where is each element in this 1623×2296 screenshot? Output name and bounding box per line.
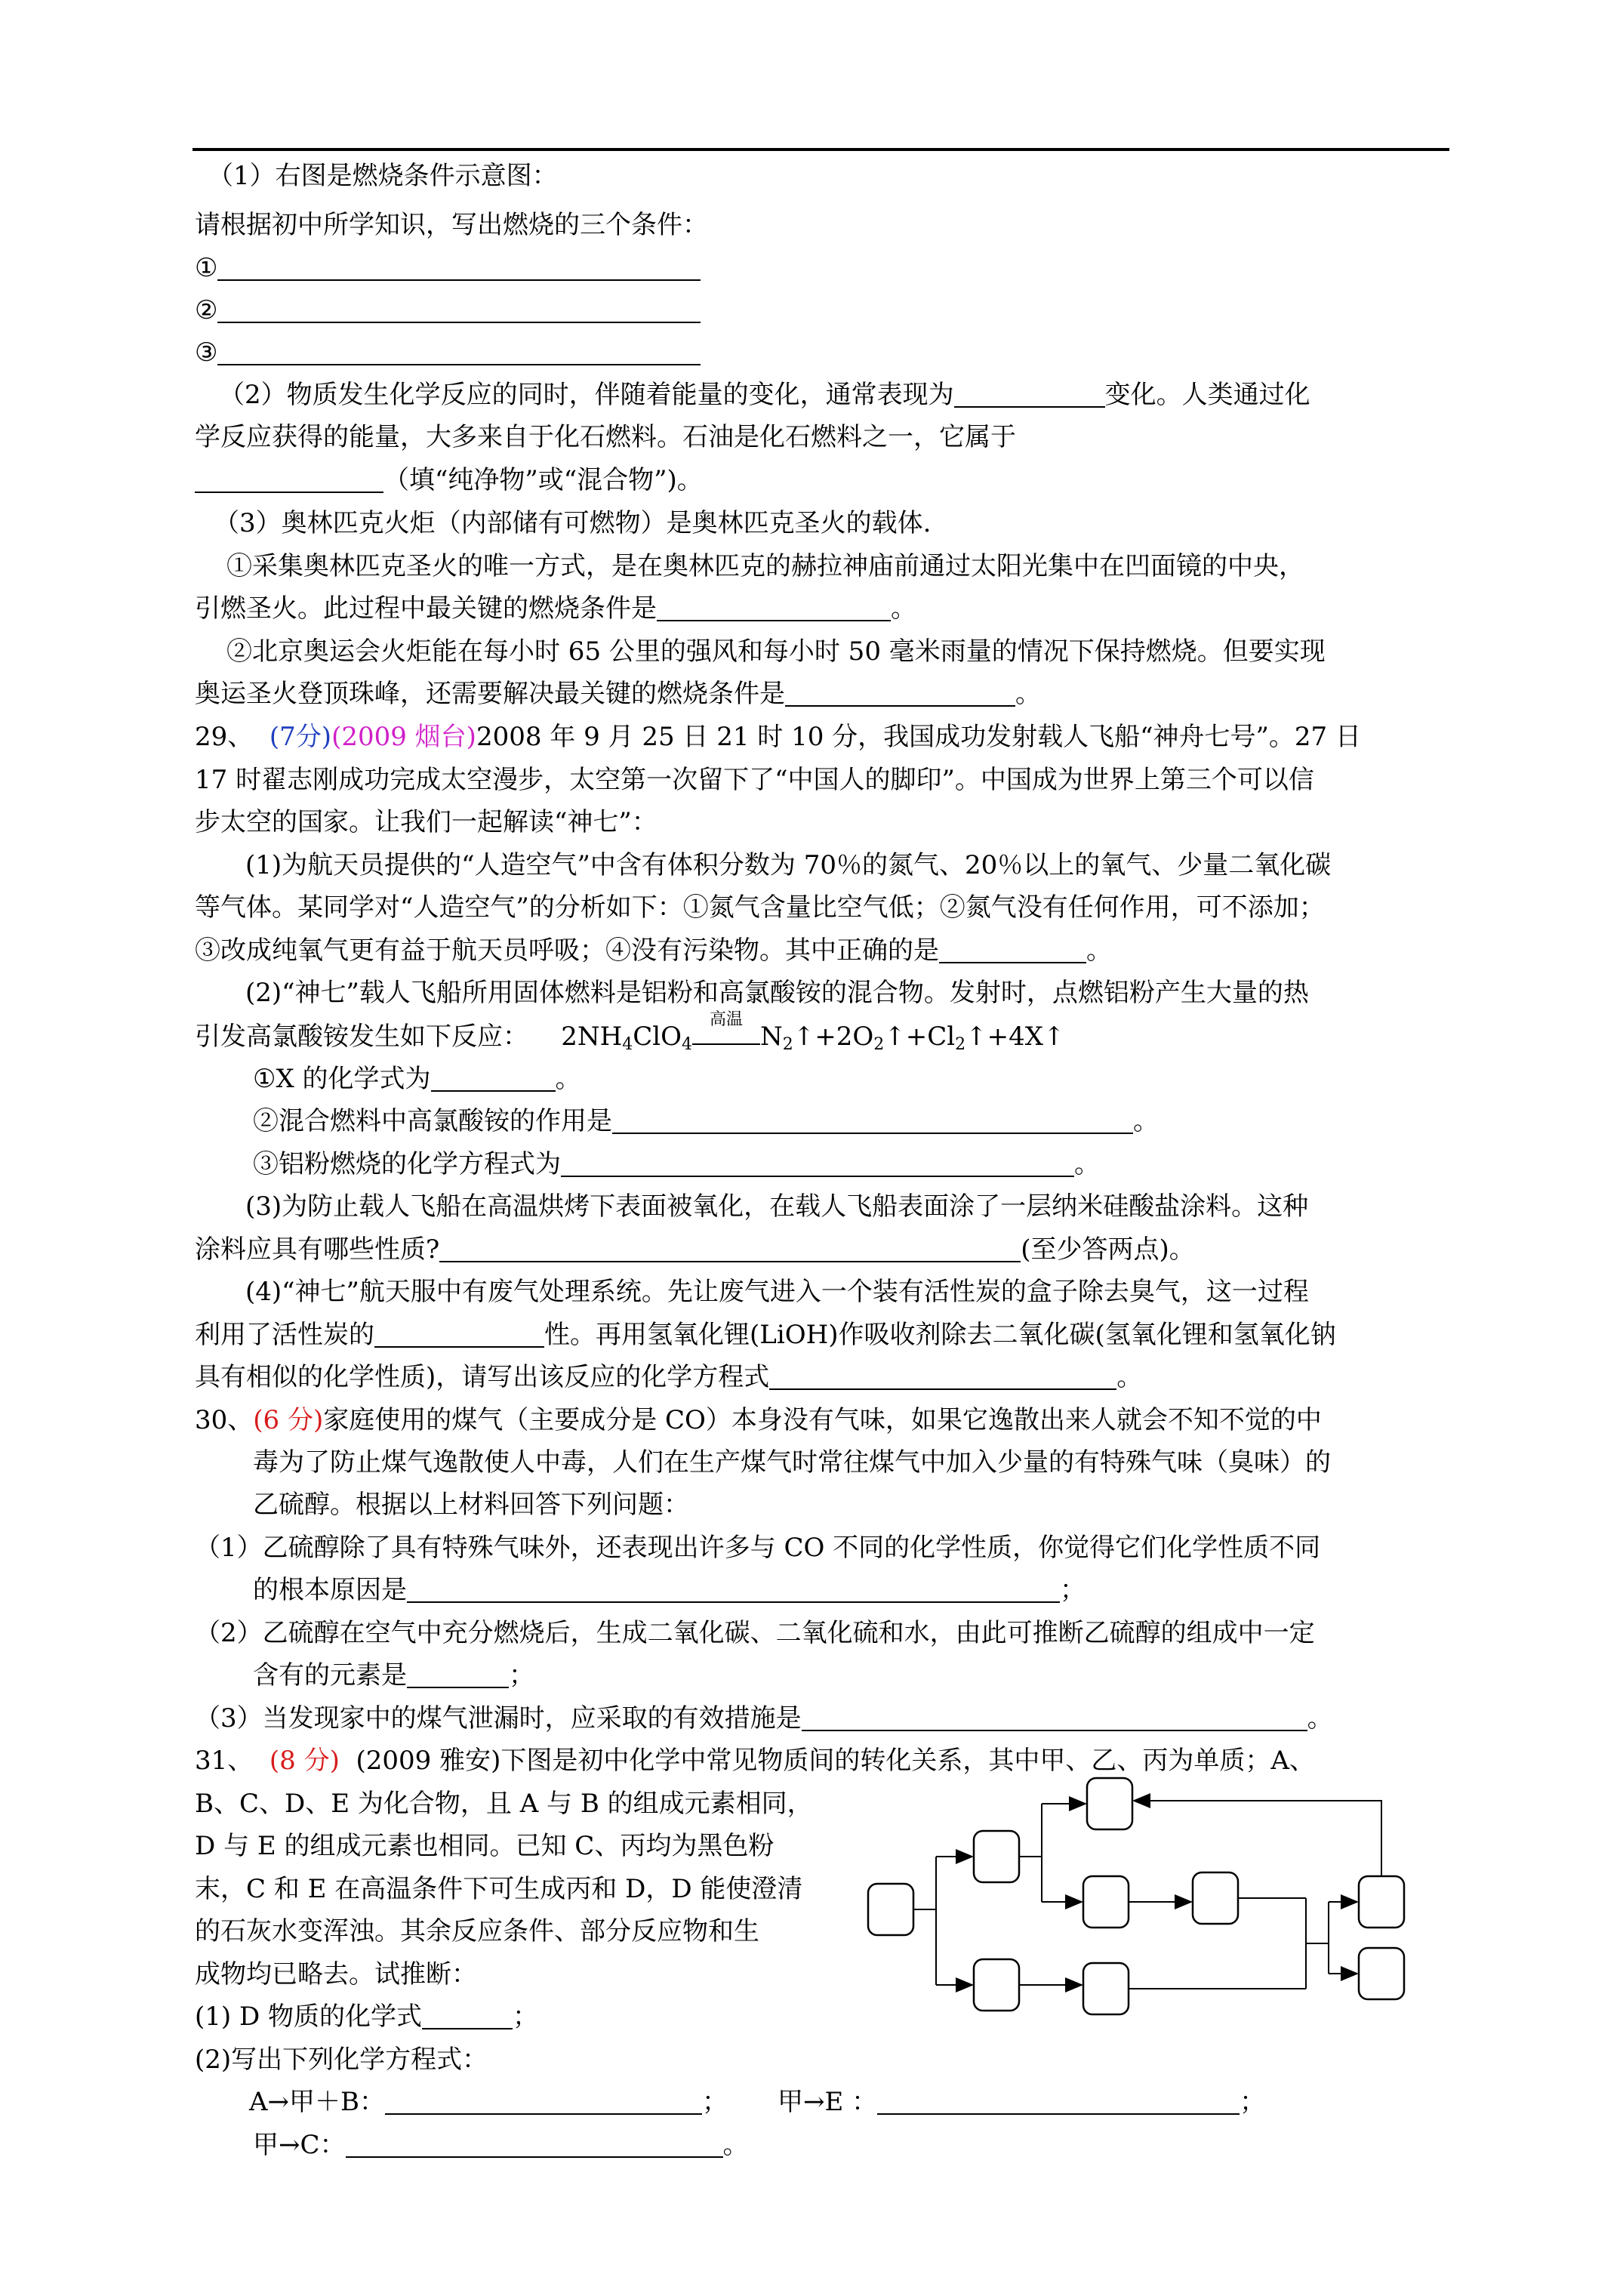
transformation-diagram [861,1767,1457,2023]
node-box [974,1831,1019,1882]
q29-s3: ③铝粉燃烧的化学方程式为 。 [253,1149,1100,1179]
q1-intro: （1）右图是燃烧条件示意图： [208,161,558,191]
q29-line1: 29、 (7分)(2009 烟台)2008 年 9 月 25 日 21 时 10 分，我国成功发射载人飞船“神舟七号”。27 日 [195,722,1361,752]
q31-line1: 31、 (8 分) (2009 雅安)下图是初中化学中常见物质间的转化关系，其中甲、乙、丙为单质；A、 [195,1746,1315,1776]
answer-blank[interactable] [939,938,1086,963]
q29-p4-line2: 利用了活性炭的 性。再用氢氧化锂(LiOH)作吸收剂除去二氧化碳(氢氧化锂和氢氧化钠 [195,1320,1336,1350]
q30-a3: （3）当发现家中的煤气泄漏时，应采取的有效措施是 。 [195,1703,1333,1734]
reaction-equation: $2NH_4ClO_4$ 高温 $N_2↑+2O_2↑+Cl_2↑+4X↑$ [561,1010,1065,1054]
q29-p3-line1: (3)为防止载人飞船在高温烘烤下表面被氧化，在载人飞船表面涂了一层纳米硅酸盐涂料。这种 [245,1191,1309,1222]
answer-blank[interactable] [612,1108,1133,1134]
answer-blank[interactable] [217,297,701,323]
q30-a1-line2: 的根本原因是 ； [253,1575,1086,1605]
q31-e3: 甲→C： 。 [253,2130,749,2160]
answer-blank[interactable] [954,382,1105,408]
node-box [1083,1876,1129,1928]
q31-source: (2009 雅安) [356,1746,501,1776]
q30-line2: 毒为了防止煤气逸散使人中毒，人们在生产煤气时常往煤气中加入少量的有特殊气味（臭味）的 [253,1447,1331,1478]
node-box [1359,1948,1404,1999]
arrow [1134,1801,1381,1876]
node-box [1359,1876,1404,1928]
condition-3: ③ [195,335,701,370]
q31-line6: 成物均已略去。试推断： [195,1959,477,1989]
q29-p1-line1: (1)为航天员提供的“人造空气”中含有体积分数为 70％的氮气、20％以上的氧气、少量二氧化碳 [245,850,1332,880]
condition-1: ① [195,251,701,285]
answer-blank[interactable] [561,1151,1074,1177]
answer-blank[interactable] [385,2089,702,2115]
answer-blank[interactable] [407,1663,509,1688]
q3-1-line2: 引燃圣火。此过程中最关键的燃烧条件是 。 [195,593,916,624]
q2-line1: （2）物质发生化学反应的同时，伴随着能量的变化，通常表现为 变化。人类通过化 [219,380,1310,410]
q31-line3: D 与 E 的组成元素也相同。已知 C、丙均为黑色粉 [195,1831,775,1861]
q31-s2: (2)写出下列化学方程式： [195,2045,488,2075]
answer-blank[interactable] [422,2004,513,2029]
q2-line3: （填“纯净物”或“混合物”)。 [195,463,703,498]
q30-score: (6 分) [253,1405,324,1435]
q31-line5: 的石灰水变浑浊。其余反应条件、部分反应物和生 [195,1916,759,1946]
q31-line2: B、C、D、E 为化合物，且 A 与 B 的组成元素相同， [195,1789,813,1819]
q30-line1: 30、(6 分)家庭使用的煤气（主要成分是 CO）本身没有气味，如果它逸散出来人就会不知不觉的中 [195,1405,1322,1435]
answer-blank[interactable] [217,255,701,281]
q31-line4: 末，C 和 E 在高温条件下可生成丙和 D，D 能使澄清 [195,1874,803,1904]
node-box [974,1959,1019,2011]
q3-1-line1: ①采集奥林匹克圣火的唯一方式，是在奥林匹克的赫拉神庙前通过太阳光集中在凹面镜的中央， [226,551,1304,581]
q29-p3-line2: 涂料应具有哪些性质? (至少答两点)。 [195,1234,1195,1265]
q29-line2: 17 时翟志刚成功完成太空漫步，太空第一次留下了“中国人的脚印”。中国成为世界上第三个可以信 [195,765,1314,795]
node-box [868,1884,913,1935]
q29-p1-line2: 等气体。某同学对“人造空气”的分析如下：①氮气含量比空气低；②氮气没有任何作用，可不添加； [195,892,1325,923]
q31-s1: (1) D 物质的化学式 ； [195,2002,539,2032]
answer-blank[interactable] [346,2132,723,2158]
q29-s1: ①X 的化学式为 。 [253,1064,581,1094]
q30-a2-line1: （2）乙硫醇在空气中充分燃烧后，生成二氧化碳、二氧化硫和水，由此可推断乙硫醇的组成中一定 [195,1618,1315,1648]
q31-e2: 甲→E ： ； [778,2087,1266,2117]
node-box [1193,1872,1238,1924]
node-box [1083,1963,1129,2014]
q1-prompt: 请根据初中所学知识，写出燃烧的三个条件： [195,210,708,240]
answer-blank[interactable] [195,467,383,493]
answer-blank[interactable] [217,340,701,365]
q31-e1: A→甲＋B： ； [249,2087,728,2117]
q29-line3: 步太空的国家。让我们一起解读“神七”： [195,807,658,837]
answer-blank[interactable] [439,1237,1021,1262]
q29-p4-line3: 具有相似的化学性质)，请写出该反应的化学方程式 。 [195,1362,1143,1392]
answer-blank[interactable] [877,2089,1240,2115]
q30-line3: 乙硫醇。根据以上材料回答下列问题： [253,1490,689,1520]
answer-blank[interactable] [802,1706,1307,1731]
answer-blank[interactable] [374,1322,544,1348]
q29-score: (7分) [269,722,332,752]
condition-2: ② [195,293,701,328]
q3-2-line2: 奥运圣火登顶珠峰，还需要解决最关键的燃烧条件是 。 [195,679,1041,709]
q3-intro: （3）奥林匹克火炬（内部储有可燃物）是奥林匹克圣火的载体. [214,508,932,538]
q29-p2-equation-line: 引发高氯酸铵发生如下反应： $2NH_4ClO_4$ 高温 $N_2↑+2O_2↑+Cl_2↑+4X↑$ [195,1010,1065,1054]
q31-score: (8 分) [269,1746,340,1776]
q30-a2-line2: 含有的元素是 ； [253,1660,534,1690]
answer-blank[interactable] [769,1364,1116,1390]
q30-a1-line1: （1）乙硫醇除了具有特殊气味外，还表现出许多与 CO 不同的化学性质，你觉得它们化学性质不同 [195,1533,1321,1563]
q2-line2: 学反应获得的能量，大多来自于化石燃料。石油是化石燃料之一，它属于 [195,422,1016,452]
q29-source: (2009 烟台) [331,722,476,752]
answer-blank[interactable] [657,596,891,621]
q29-s2: ②混合燃料中高氯酸铵的作用是 。 [253,1106,1159,1136]
q29-p2-line1: (2)“神七”载人飞船所用固体燃料是铝粉和高氯酸铵的混合物。发射时，点燃铝粉产生大量的热 [245,978,1309,1008]
answer-blank[interactable] [407,1577,1060,1603]
header-rule [192,148,1449,151]
answer-blank[interactable] [431,1066,556,1092]
q29-p1-line3: ③改成纯氧气更有益于航天员呼吸；④没有污染物。其中正确的是 。 [195,935,1112,966]
q3-2-line1: ②北京奥运会火炬能在每小时 65 公里的强风和每小时 50 毫米雨量的情况下保持燃烧。但要实现 [226,636,1326,667]
q29-p4-line1: (4)“神七”航天服中有废气处理系统。先让废气进入一个装有活性炭的盒子除去臭气，这一过程 [245,1277,1309,1307]
node-box [1087,1778,1132,1829]
answer-blank[interactable] [785,681,1015,707]
